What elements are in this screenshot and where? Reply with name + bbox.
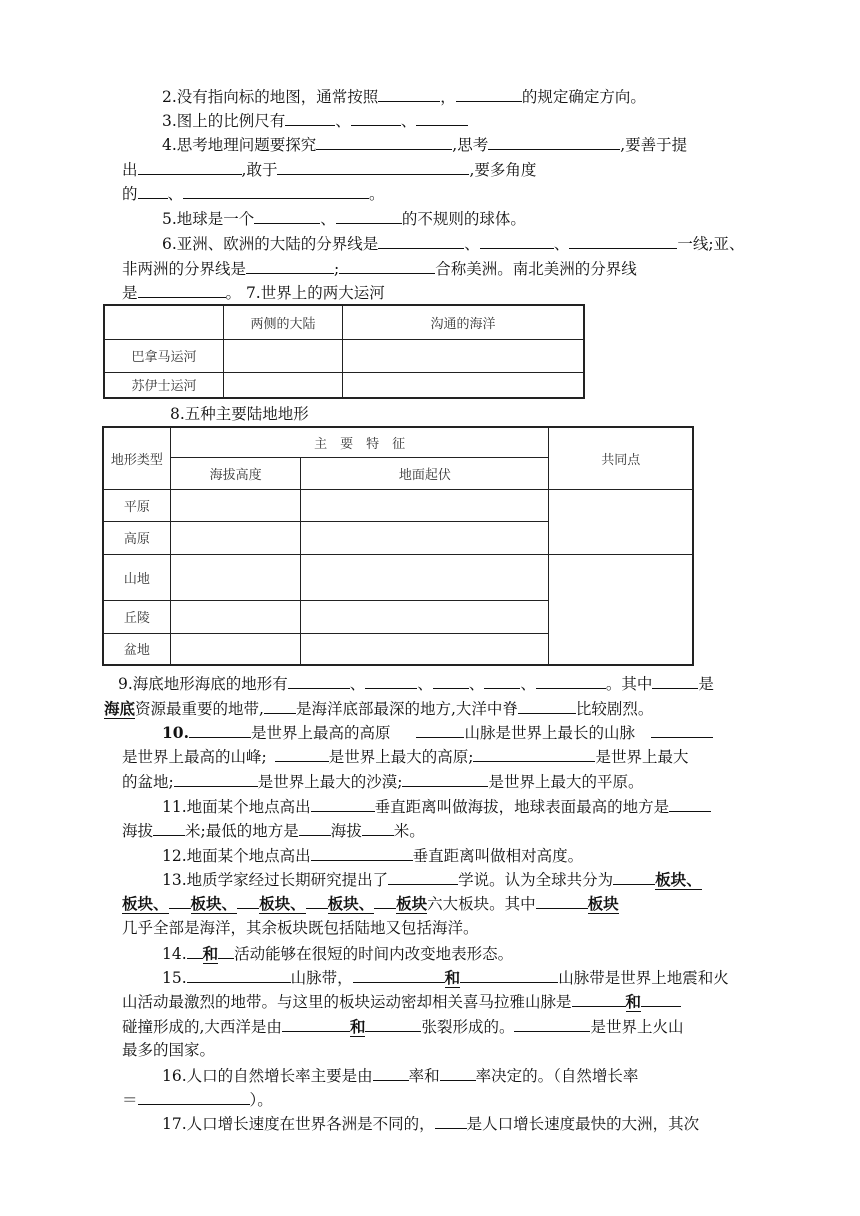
row-plateau: 高原 <box>103 521 170 554</box>
question-6-line3: 是 。 7.世界上的两大运河 <box>122 284 385 302</box>
blank[interactable] <box>433 673 469 689</box>
cell-input[interactable] <box>224 372 343 398</box>
question-4-line2: 出 ,敢于 ,要多角度 <box>122 161 537 179</box>
question-10-line2: 是世界上最高的山峰; 是世界上最大的高原; 是世界上最大 <box>122 748 689 766</box>
blank[interactable] <box>651 722 713 738</box>
cell-input[interactable] <box>170 633 301 665</box>
blank[interactable] <box>254 208 320 224</box>
question-11-line2: 海拔 米;最低的地方是 海拔 米。 <box>122 822 425 840</box>
header-main-features: 主 要 特 征 <box>170 427 549 457</box>
cell-input[interactable] <box>170 554 301 600</box>
header-altitude: 海拔高度 <box>170 457 301 489</box>
cell-input[interactable] <box>343 372 585 398</box>
cell-input[interactable] <box>301 489 549 521</box>
canal-table <box>103 304 585 399</box>
blank[interactable] <box>285 110 335 126</box>
row-suez: 苏伊士运河 <box>104 372 224 398</box>
blank[interactable] <box>536 673 606 689</box>
blank[interactable] <box>488 134 620 150</box>
question-3: 3.图上的比例尺有 、 、 <box>162 110 468 131</box>
blank[interactable] <box>138 1089 250 1105</box>
blank[interactable] <box>183 183 369 199</box>
question-6-line2: 非两洲的分界线是 ; 合称美洲。南北美洲的分界线 <box>122 260 637 278</box>
question-13-line2: 板块、 板块、 板块、 板块、 板块六大板块。其中 板块 <box>122 894 619 913</box>
blank[interactable] <box>336 208 402 224</box>
cell-input[interactable] <box>224 339 343 372</box>
blank[interactable] <box>416 722 464 738</box>
question-6-line1: 6.亚洲、欧洲的大陆的分界线是 、 、 一线;亚、 <box>162 235 745 253</box>
question-16-line2: ＝ ）。 <box>122 1091 273 1109</box>
blank[interactable] <box>316 134 452 150</box>
blank[interactable] <box>518 698 576 714</box>
cell-input[interactable] <box>301 521 549 554</box>
blank[interactable] <box>484 673 520 689</box>
blank[interactable] <box>435 1113 467 1129</box>
blank[interactable] <box>456 86 522 102</box>
cell-input[interactable] <box>549 554 693 665</box>
blank[interactable] <box>480 233 554 249</box>
header-continents: 两侧的大陆 <box>224 305 343 339</box>
row-hill: 丘陵 <box>103 600 170 633</box>
row-plain: 平原 <box>103 489 170 521</box>
blank[interactable] <box>311 845 413 861</box>
question-12: 12.地面某个地点高出 垂直距离叫做相对高度。 <box>162 847 584 865</box>
blank[interactable] <box>187 967 291 983</box>
blank[interactable] <box>402 771 488 787</box>
question-11-line1: 11.地面某个地点高出 垂直距离叫做海拔，地球表面最高的地方是 <box>162 796 711 817</box>
blank[interactable] <box>473 746 595 762</box>
question-9-line2: 海底资源最重要的地带, 是海洋底部最深的地方,大洋中脊 比较剧烈。 <box>104 699 654 718</box>
question-13-line3: 几乎全部是海洋，其余板块既包括陆地又包括海洋。 <box>122 919 479 937</box>
blank[interactable] <box>365 673 417 689</box>
question-4-line3: 的 、 。 <box>122 185 385 203</box>
question-9-line1: 9.海底地形海底的地形有 、 、 、 、 。其中 是 <box>118 675 714 693</box>
blank[interactable] <box>218 943 234 959</box>
cell-input[interactable] <box>170 521 301 554</box>
blank[interactable] <box>264 698 296 714</box>
question-5: 5.地球是一个 、 的不规则的球体。 <box>162 210 526 228</box>
blank[interactable] <box>388 869 458 885</box>
row-panama: 巴拿马运河 <box>104 339 224 372</box>
blank[interactable] <box>351 110 401 126</box>
row-mountain: 山地 <box>103 554 170 600</box>
blank[interactable] <box>440 1065 476 1081</box>
header-common: 共同点 <box>549 427 693 489</box>
blank[interactable] <box>174 771 258 787</box>
blank[interactable] <box>246 258 334 274</box>
blank[interactable] <box>275 746 329 762</box>
blank[interactable] <box>189 722 251 738</box>
question-16-line1: 16.人口的自然增长率主要是由 率和 率决定的。（自然增长率 <box>162 1067 639 1085</box>
landform-table <box>102 426 694 666</box>
blank[interactable] <box>378 86 440 102</box>
question-10-line3: 的盆地; 是世界上最大的沙漠; 是世界上最大的平原。 <box>122 773 644 791</box>
blank[interactable] <box>339 258 435 274</box>
question-8-title: 8.五种主要陆地地形 <box>170 405 309 423</box>
cell-input[interactable] <box>301 633 549 665</box>
question-15-line1: 15. 山脉带， 和 山脉带是世界上地震和火 <box>162 968 729 987</box>
blank[interactable] <box>288 673 350 689</box>
cell-input[interactable] <box>343 339 585 372</box>
blank[interactable] <box>569 233 677 249</box>
question-14: 14. 和 活动能够在很短的时间内改变地表形态。 <box>162 944 514 963</box>
blank[interactable] <box>652 673 698 689</box>
cell-input[interactable] <box>170 489 301 521</box>
blank[interactable] <box>299 820 331 836</box>
blank[interactable] <box>373 1065 409 1081</box>
question-15-line2: 山活动最激烈的地带。与这里的板块运动密却相关喜马拉雅山脉是 和 <box>122 992 681 1012</box>
cell-input[interactable] <box>301 600 549 633</box>
blank[interactable] <box>416 110 468 126</box>
blank[interactable] <box>187 943 203 959</box>
cell-input[interactable] <box>170 600 301 633</box>
header-relief: 地面起伏 <box>301 457 549 489</box>
blank[interactable] <box>362 820 394 836</box>
question-17: 17.人口增长速度在世界各洲是不同的， 是人口增长速度最快的大洲，其次 <box>162 1115 700 1133</box>
question-2: 2.没有指向标的地图，通常按照 ， 的规定确定方向。 <box>162 88 646 106</box>
blank[interactable] <box>138 159 242 175</box>
question-4-line1: 4.思考地理问题要探究 ,思考 ,要善于提 <box>162 136 688 154</box>
blank[interactable] <box>669 796 711 812</box>
blank[interactable] <box>514 1016 590 1032</box>
row-basin: 盆地 <box>103 633 170 665</box>
cell-input[interactable] <box>301 554 549 600</box>
question-15-line3: 碰撞形成的,大西洋是由 和 张裂形成的。 是世界上火山 <box>122 1017 684 1036</box>
blank[interactable] <box>277 159 469 175</box>
header-oceans: 沟通的海洋 <box>343 305 585 339</box>
blank[interactable] <box>138 282 226 298</box>
header-type: 地形类型 <box>103 427 170 489</box>
blank[interactable] <box>311 796 375 812</box>
question-13-line1: 13.地质学家经过长期研究提出了 学说。认为全球共分为 板块、 <box>162 870 702 889</box>
blank[interactable] <box>378 233 464 249</box>
question-10-line1: 10. 是世界上最高的高原 山脉是世界上最长的山脉 <box>162 722 713 743</box>
blank[interactable] <box>138 183 168 199</box>
cell-input[interactable] <box>549 489 693 554</box>
blank[interactable] <box>153 820 185 836</box>
question-15-line4: 最多的国家。 <box>122 1041 216 1059</box>
